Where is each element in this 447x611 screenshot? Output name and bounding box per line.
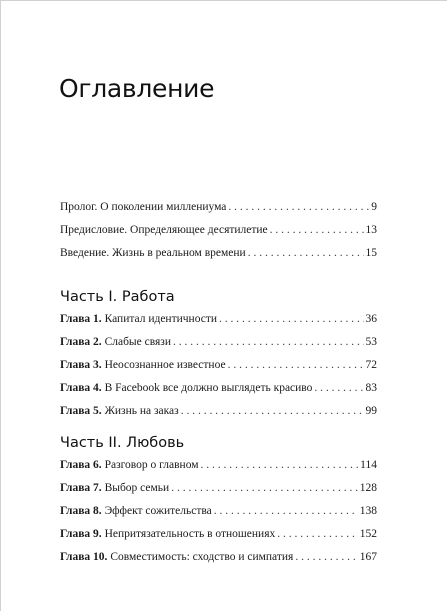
chapter-prefix: Глава 1. <box>60 313 102 325</box>
toc-entry-chapter-3[interactable] <box>60 359 377 382</box>
part-1-chapter-list <box>60 313 377 428</box>
chapter-prefix: Глава 6. <box>60 459 102 471</box>
dot-leader <box>248 247 364 259</box>
dot-leader <box>219 313 363 325</box>
toc-entry-page: 13 <box>365 224 377 236</box>
toc-entry-label <box>60 459 199 471</box>
part-2-chapter-list <box>60 459 377 574</box>
toc-entry-page: 9 <box>371 201 377 213</box>
toc-entry-page: 53 <box>365 336 377 348</box>
toc-entry-label <box>60 405 179 417</box>
toc-entry-chapter-1[interactable] <box>60 313 377 336</box>
chapter-prefix: Глава 7. <box>60 482 102 494</box>
dot-leader <box>171 482 358 494</box>
toc-entry-label: Пролог. О поколении миллениума <box>60 201 227 213</box>
chapter-title: Эффект сожительства <box>104 505 212 517</box>
toc-entry-label: Введение. Жизнь в реальном времени <box>60 247 246 259</box>
toc-entry-page: 36 <box>365 313 377 325</box>
toc-entry-chapter-6[interactable] <box>60 459 377 482</box>
toc-entry-label <box>60 551 293 563</box>
chapter-prefix: Глава 9. <box>60 528 102 540</box>
chapter-title: Капитал идентичности <box>104 313 218 325</box>
toc-entry-chapter-2[interactable] <box>60 336 377 359</box>
toc-entry-page: 152 <box>359 528 377 540</box>
dot-leader <box>295 551 357 563</box>
toc-entry-chapter-5[interactable] <box>60 405 377 428</box>
toc-entry-chapter-8[interactable] <box>60 505 377 528</box>
toc-entry-label <box>60 482 169 494</box>
toc-entry-label <box>60 359 226 371</box>
dot-leader <box>173 336 363 348</box>
chapter-prefix: Глава 3. <box>60 359 102 371</box>
toc-entry-label: Предисловие. Определяющее десятилетие <box>60 224 268 236</box>
dot-leader <box>214 505 358 517</box>
dot-leader <box>270 224 364 236</box>
front-matter-list <box>60 201 377 270</box>
toc-entry-chapter-4[interactable] <box>60 382 377 405</box>
chapter-prefix: Глава 8. <box>60 505 102 517</box>
dot-leader <box>228 359 364 371</box>
part-2-heading: Часть II. Любовь <box>60 435 185 451</box>
dot-leader <box>314 382 363 394</box>
chapter-title: Жизнь на заказ <box>104 405 179 417</box>
chapter-title: Неосознанное известное <box>104 359 226 371</box>
toc-entry-chapter-7[interactable] <box>60 482 377 505</box>
toc-entry-page: 15 <box>365 247 377 259</box>
chapter-title: Совместимость: сходство и симпатия <box>110 551 294 563</box>
toc-entry-prologue[interactable] <box>60 201 377 224</box>
toc-entry-label <box>60 505 212 517</box>
toc-entry-label <box>60 382 312 394</box>
toc-entry-page: 128 <box>359 482 377 494</box>
toc-entry-chapter-10[interactable] <box>60 551 377 574</box>
toc-entry-page: 114 <box>360 459 377 471</box>
toc-entry-page: 167 <box>359 551 377 563</box>
toc-entry-introduction[interactable] <box>60 247 377 270</box>
dot-leader <box>228 201 369 213</box>
dot-leader <box>277 528 358 540</box>
toc-entry-label <box>60 313 217 325</box>
toc-entry-label <box>60 528 275 540</box>
chapter-prefix: Глава 10. <box>60 551 108 563</box>
chapter-title: В Facebook все должно выглядеть красиво <box>104 382 313 394</box>
chapter-prefix: Глава 4. <box>60 382 102 394</box>
dot-leader <box>201 459 359 471</box>
toc-entry-foreword[interactable] <box>60 224 377 247</box>
chapter-title: Слабые связи <box>104 336 172 348</box>
chapter-prefix: Глава 5. <box>60 405 102 417</box>
chapter-prefix: Глава 2. <box>60 336 102 348</box>
toc-entry-label <box>60 336 171 348</box>
part-1-heading: Часть I. Работа <box>60 289 175 305</box>
toc-entry-page: 83 <box>365 382 377 394</box>
toc-entry-page: 72 <box>365 359 377 371</box>
dot-leader <box>181 405 364 417</box>
toc-entry-chapter-9[interactable] <box>60 528 377 551</box>
toc-entry-page: 138 <box>359 505 377 517</box>
toc-entry-page: 99 <box>365 405 377 417</box>
chapter-title: Разговор о главном <box>104 459 199 471</box>
chapter-title: Непритязательность в отношениях <box>104 528 276 540</box>
chapter-title: Выбор семьи <box>104 482 170 494</box>
page-title: Оглавление <box>59 74 215 103</box>
